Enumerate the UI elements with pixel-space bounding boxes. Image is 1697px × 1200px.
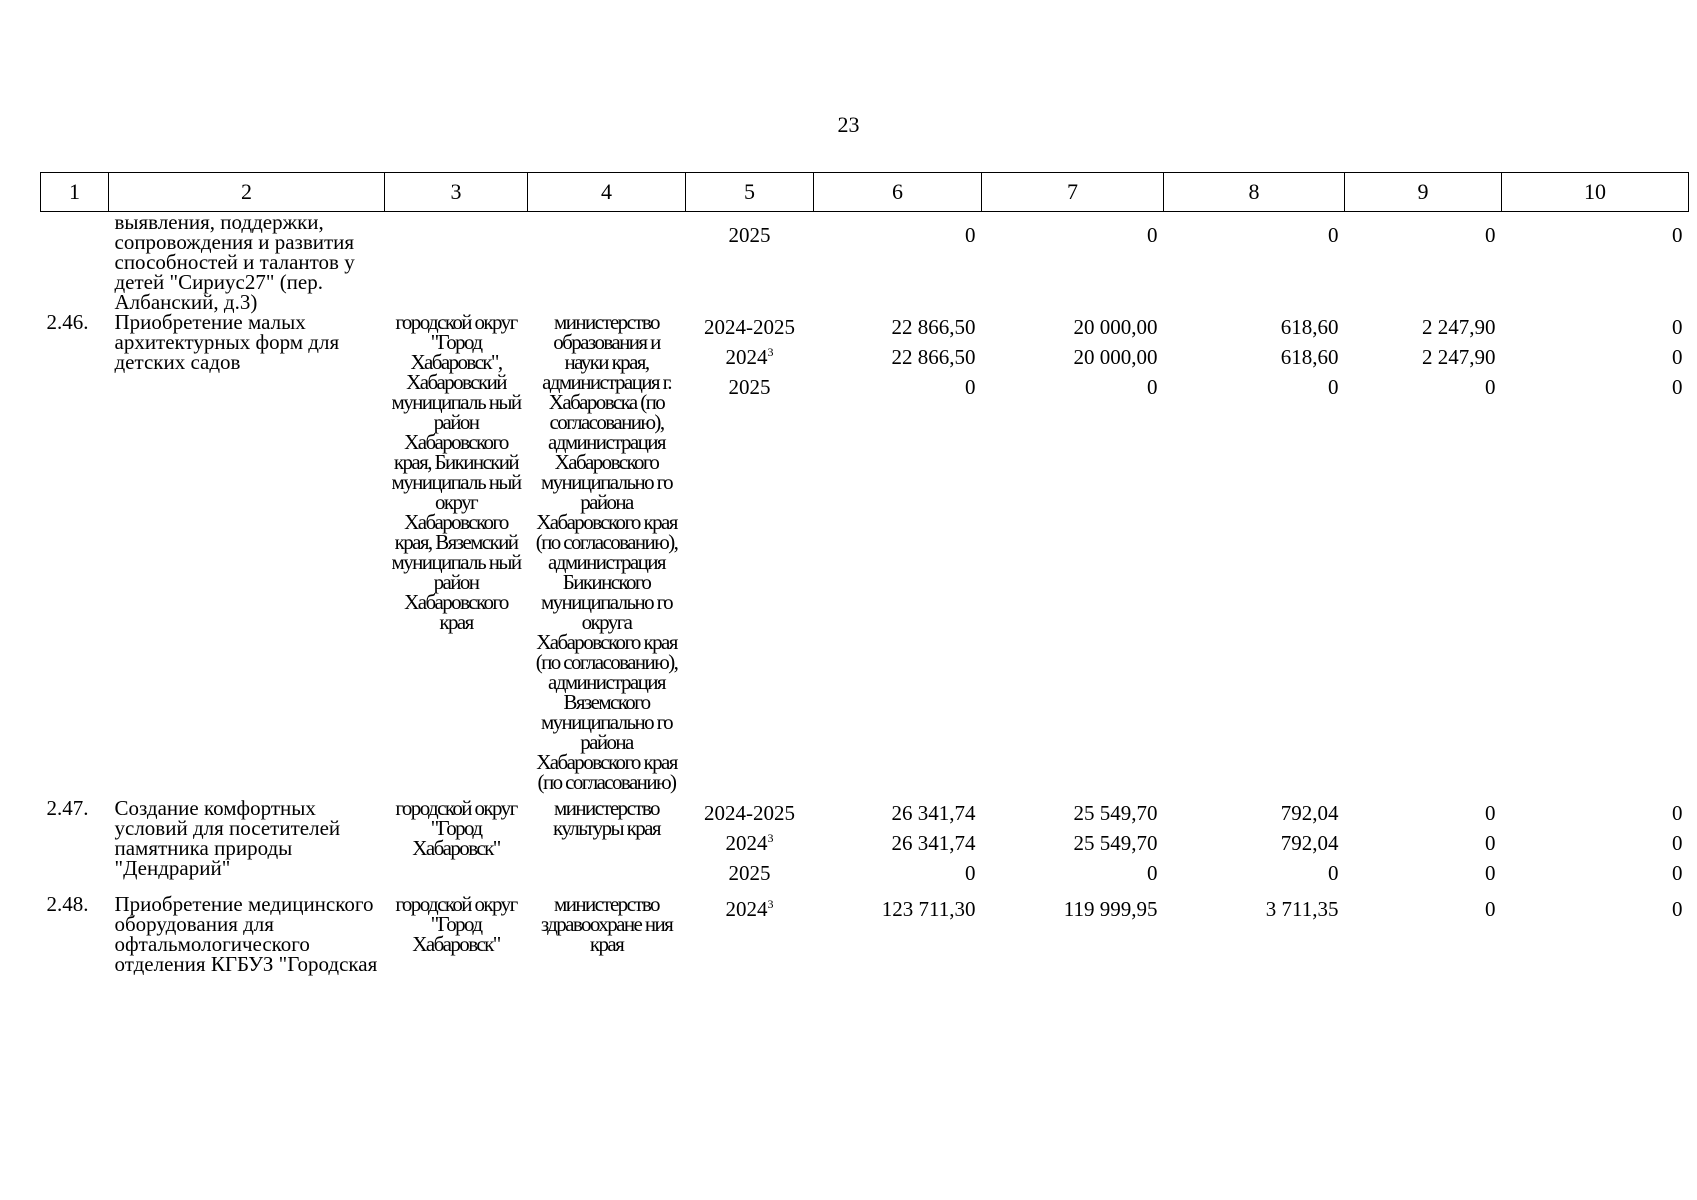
- amount-value: 0: [1672, 223, 1683, 247]
- year-cell: [686, 312, 814, 798]
- year-value: 2024-2025: [704, 801, 795, 825]
- amount-c6: [814, 894, 982, 980]
- amount-value: 0: [1672, 801, 1683, 825]
- year-value: 2025: [728, 861, 771, 885]
- amount-c8: [1164, 212, 1345, 313]
- amount-value: 618,60: [1280, 345, 1339, 369]
- year-value: 2025: [728, 375, 771, 399]
- amount-value: 2 247,90: [1422, 345, 1496, 369]
- year-value: 2025: [728, 223, 771, 247]
- amount-value: 0: [1672, 315, 1683, 339]
- amount-value: 0: [1485, 223, 1496, 247]
- amount-value: 25 549,70: [1073, 801, 1158, 825]
- amount-value: 0: [965, 375, 976, 399]
- amount-value: 3 711,35: [1265, 897, 1339, 921]
- footnote-mark: 3: [767, 345, 774, 359]
- amount-value: 123 711,30: [881, 897, 976, 921]
- footnote-mark: 3: [767, 831, 774, 845]
- table-row: [41, 312, 1689, 798]
- column-number-10: 10: [1502, 173, 1689, 212]
- page-number: 23: [837, 112, 860, 137]
- year-cell: [686, 798, 814, 894]
- amount-value: 0: [965, 861, 976, 885]
- amount-c9: [1345, 894, 1502, 980]
- year-cell: [686, 894, 814, 980]
- amount-c7: [982, 212, 1164, 313]
- amount-value: 792,04: [1280, 831, 1339, 855]
- amount-c9: [1345, 212, 1502, 313]
- amount-value: 25 549,70: [1073, 831, 1158, 855]
- amount-value: 0: [1147, 375, 1158, 399]
- item-number: 2.48.: [46, 892, 89, 916]
- item-number: 2.46.: [46, 310, 89, 334]
- year-value: 2024-2025: [704, 315, 795, 339]
- amount-value: 0: [1672, 375, 1683, 399]
- amount-value: 0: [1147, 223, 1158, 247]
- year-value: 2024$^3$: [725, 831, 774, 855]
- amount-c10: [1502, 312, 1689, 798]
- amount-value: 0: [1485, 897, 1496, 921]
- amount-c6: [814, 798, 982, 894]
- amount-value: 20 000,00: [1073, 315, 1158, 339]
- amount-c7: [982, 312, 1164, 798]
- amount-value: 0: [1485, 861, 1496, 885]
- participant: городской округ "Город Хабаровск": [395, 796, 517, 860]
- amount-c10: [1502, 798, 1689, 894]
- amount-value: 0: [1485, 375, 1496, 399]
- amount-value: 0: [965, 223, 976, 247]
- year-cell: [686, 212, 814, 313]
- participant: городской округ "Город Хабаровск": [395, 892, 517, 956]
- executor: министерство культуры края: [553, 796, 660, 840]
- amount-c8: [1164, 798, 1345, 894]
- amount-c7: [982, 894, 1164, 980]
- amount-value: 0: [1328, 861, 1339, 885]
- amount-value: 792,04: [1280, 801, 1339, 825]
- amount-value: 0: [1485, 831, 1496, 855]
- amount-value: 0: [1672, 831, 1683, 855]
- column-number-6: 6: [814, 173, 982, 212]
- executor: министерство образования и науки края, администрация г. Хабаровска (по согласованию), администрация Хабаровского муниципально го района Хабаровского края (по согласованию), администрация Бикинского муниципально го округа Хабаровского края (по согласованию), администрация Вяземского муниципально го района Хабаровского края (по согласованию): [535, 310, 678, 794]
- amount-c8: [1164, 312, 1345, 798]
- item-number: [41, 212, 109, 313]
- amount-c9: [1345, 798, 1502, 894]
- amount-value: 119 999,95: [1063, 897, 1158, 921]
- amount-value: 0: [1147, 861, 1158, 885]
- item-name: Создание комфортных условий для посетителей памятника природы "Дендрарий": [114, 796, 341, 880]
- amount-value: 618,60: [1280, 315, 1339, 339]
- amount-c7: [982, 798, 1164, 894]
- column-number-5: 5: [686, 173, 814, 212]
- amount-value: 22 866,50: [891, 345, 976, 369]
- item-name: Приобретение медицинского оборудования для офтальмологического отделения КГБУЗ "Городская: [114, 892, 378, 976]
- column-number-2: 2: [109, 173, 385, 212]
- amount-value: 0: [1485, 801, 1496, 825]
- participant: [385, 212, 528, 313]
- item-name: Приобретение малых архитектурных форм для детских садов: [114, 310, 340, 374]
- footnote-mark: 3: [767, 897, 774, 911]
- amount-value: 0: [1672, 861, 1683, 885]
- item-name: выявления, поддержки, сопровождения и развития способностей и талантов у детей "Сириус27" (пер. Албанский, д.3): [114, 210, 355, 314]
- column-number-9: 9: [1345, 173, 1502, 212]
- amount-value: 0: [1328, 375, 1339, 399]
- participant: городской округ "Город Хабаровск", Хабаровский муниципаль ный район Хабаровского края, Бикинский муниципаль ный округ Хабаровского края, Вяземский муниципаль ный район Хабаровского края: [391, 310, 521, 634]
- amount-c10: [1502, 894, 1689, 980]
- column-number-3: 3: [385, 173, 528, 212]
- column-number-4: 4: [528, 173, 686, 212]
- amount-value: 2 247,90: [1422, 315, 1496, 339]
- amount-c8: [1164, 894, 1345, 980]
- amount-value: 26 341,74: [891, 801, 976, 825]
- amount-c6: [814, 312, 982, 798]
- amount-value: 0: [1672, 345, 1683, 369]
- executor: [528, 212, 686, 313]
- year-value: 2024$^3$: [725, 345, 774, 369]
- amount-value: 0: [1328, 223, 1339, 247]
- table-row: [41, 798, 1689, 894]
- amount-c9: [1345, 312, 1502, 798]
- amount-c6: [814, 212, 982, 313]
- column-number-8: 8: [1164, 173, 1345, 212]
- column-number-7: 7: [982, 173, 1164, 212]
- amount-value: 26 341,74: [891, 831, 976, 855]
- column-number-row: [41, 173, 1689, 212]
- amount-value: 22 866,50: [891, 315, 976, 339]
- table-row: [41, 894, 1689, 980]
- program-table: [40, 172, 1689, 980]
- executor: министерство здравоохране ния края: [540, 892, 673, 956]
- column-number-1: 1: [41, 173, 109, 212]
- item-number: 2.47.: [46, 796, 89, 820]
- amount-value: 20 000,00: [1073, 345, 1158, 369]
- amount-value: 0: [1672, 897, 1683, 921]
- year-value: 2024$^3$: [725, 897, 774, 921]
- table-row: [41, 212, 1689, 313]
- amount-c10: [1502, 212, 1689, 313]
